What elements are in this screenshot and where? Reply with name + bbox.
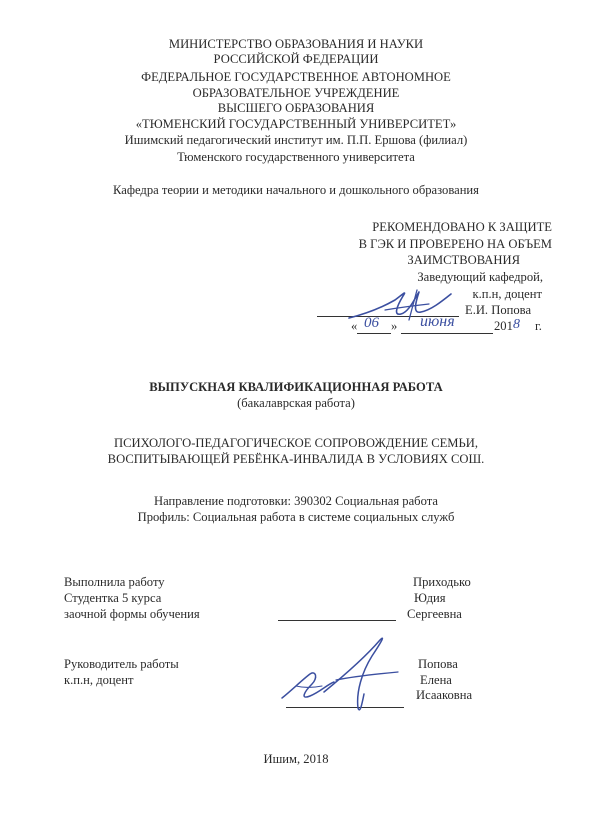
head-degree: к.п.н, доцент — [472, 287, 542, 301]
date-day: 06 — [364, 315, 379, 331]
head-title: Заведующий кафедрой, — [417, 270, 543, 284]
supervisor-name: Елена — [420, 673, 452, 687]
student-label-form: заочной формы обучения — [64, 607, 200, 621]
approval-line-1: РЕКОМЕНДОВАНО К ЗАЩИТЕ — [372, 220, 552, 234]
supervisor-degree: к.п.н, доцент — [64, 673, 134, 687]
header-line-university: «ТЮМЕНСКИЙ ГОСУДАРСТВЕННЫЙ УНИВЕРСИТЕТ» — [135, 117, 457, 131]
work-type: ВЫПУСКНАЯ КВАЛИФИКАЦИОННАЯ РАБОТА — [149, 380, 443, 394]
supervisor-patronymic: Исааковна — [416, 688, 473, 702]
header-line-federal: ФЕДЕРАЛЬНОЕ ГОСУДАРСТВЕННОЕ АВТОНОМНОЕ — [141, 70, 451, 84]
profile: Профиль: Социальная работа в системе социальных служб — [137, 510, 455, 524]
direction: Направление подготовки: 390302 Социальная работа — [154, 494, 438, 508]
header-line-parent-university: Тюменского государственного университета — [177, 150, 415, 164]
date-day-line — [357, 333, 391, 334]
approval-line-2: В ГЭК И ПРОВЕРЕНО НА ОБЪЕМ — [358, 237, 552, 251]
date-year-digit: 8 — [513, 317, 520, 332]
student-signature-line — [278, 620, 396, 621]
date-open-quote: « — [351, 319, 358, 333]
student-name: Юдия — [414, 591, 446, 605]
work-title-line-1: ПСИХОЛОГО-ПЕДАГОГИЧЕСКОЕ СОПРОВОЖДЕНИЕ СЕМЬИ, — [113, 436, 478, 450]
header-line-institute: Ишимский педагогический институт им. П.П. Ершова (филиал) — [124, 133, 468, 147]
student-label-done: Выполнила работу — [64, 575, 165, 589]
header-line-ministry: МИНИСТЕРСТВО ОБРАЗОВАНИЯ И НАУКИ — [168, 37, 424, 51]
date-suffix: г. — [535, 319, 542, 333]
date-month-line — [401, 333, 493, 334]
student-label-course: Студентка 5 курса — [64, 591, 162, 605]
student-surname: Приходько — [413, 575, 471, 589]
student-patronymic: Сергеевна — [407, 607, 462, 621]
city-year: Ишим, 2018 — [263, 752, 329, 766]
header-line-federation: РОССИЙСКОЙ ФЕДЕРАЦИИ — [213, 52, 379, 66]
head-name: Е.И. Попова — [465, 303, 532, 317]
work-title-line-2: ВОСПИТЫВАЮЩЕЙ РЕБЁНКА-ИНВАЛИДА В УСЛОВИЯХ СОШ. — [107, 452, 485, 466]
approval-line-3: ЗАИМСТВОВАНИЯ — [407, 253, 520, 267]
date-close-quote: » — [391, 319, 398, 333]
work-subtype: (бакалаврская работа) — [237, 396, 355, 410]
supervisor-signature — [276, 634, 406, 716]
supervisor-label: Руководитель работы — [64, 657, 179, 671]
header-line-higher-education: ВЫСШЕГО ОБРАЗОВАНИЯ — [217, 101, 375, 115]
header-line-institution: ОБРАЗОВАТЕЛЬНОЕ УЧРЕЖДЕНИЕ — [192, 86, 400, 100]
date-month: июня — [420, 313, 455, 330]
supervisor-surname: Попова — [418, 657, 458, 671]
date-year-prefix: 201 — [494, 319, 513, 333]
department: Кафедра теории и методики начального и дошкольного образования — [113, 183, 479, 197]
